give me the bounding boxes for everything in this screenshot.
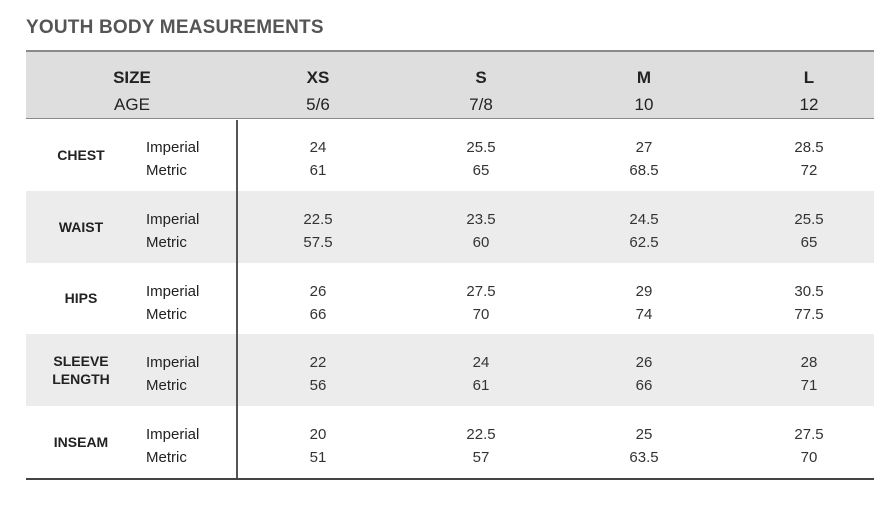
metric-label: Metric: [146, 305, 187, 323]
cell-l: [759, 280, 859, 326]
imperial-value: 26: [635, 354, 653, 372]
imperial-value: 24.5: [629, 210, 659, 228]
imperial-value: 27: [635, 139, 653, 156]
imperial-value: 27.5: [466, 282, 496, 300]
age-value: 12: [799, 95, 819, 114]
size-value: M: [636, 68, 652, 87]
metric-value: 77.5: [794, 305, 824, 323]
metric-value: 63.5: [629, 449, 659, 467]
cell-l: [759, 351, 859, 397]
imperial-label: Imperial: [146, 282, 200, 300]
metric-value: 57.5: [303, 233, 333, 251]
imperial-value: 22.5: [466, 426, 496, 444]
unit-labels: [146, 280, 199, 326]
unit-labels: [146, 208, 199, 254]
imperial-value: 25.5: [466, 139, 496, 156]
imperial-label: Imperial: [146, 210, 200, 228]
age-value: 7/8: [469, 95, 493, 114]
cell-s: [431, 280, 531, 326]
cell-xs: [268, 208, 368, 254]
imperial-value: 24: [472, 354, 490, 372]
table-row-chest: [26, 119, 874, 191]
metric-value: 70: [472, 305, 490, 323]
cell-s: [431, 423, 531, 469]
imperial-value: 28.5: [794, 139, 824, 156]
metric-value: 60: [472, 233, 490, 251]
metric-label: Metric: [146, 162, 187, 179]
cell-m: [594, 280, 694, 326]
size-value: L: [803, 68, 815, 87]
metric-value: 51: [309, 449, 327, 467]
imperial-value: 23.5: [466, 210, 496, 228]
metric-value: 74: [635, 305, 653, 323]
table-row-hips: [26, 263, 874, 335]
page-title: YOUTH BODY MEASUREMENTS: [26, 17, 324, 38]
metric-value: 62.5: [629, 233, 659, 251]
age-value: 5/6: [306, 95, 330, 114]
imperial-label: Imperial: [146, 426, 200, 444]
metric-label: Metric: [146, 449, 187, 467]
metric-value: 65: [472, 162, 490, 179]
imperial-value: 22: [309, 354, 327, 372]
metric-value: 72: [800, 162, 818, 179]
imperial-value: 25.5: [794, 210, 824, 228]
cell-l: [759, 136, 859, 182]
imperial-value: 22.5: [303, 210, 333, 228]
cell-xs: [268, 423, 368, 469]
imperial-value: 27.5: [794, 426, 824, 444]
row-label: CHEST: [57, 146, 105, 163]
metric-value: 66: [635, 377, 653, 395]
metric-value: 56: [309, 377, 327, 395]
cell-s: [431, 351, 531, 397]
size-chart-table: [26, 50, 874, 480]
age-value: 10: [634, 95, 654, 114]
unit-labels: [146, 136, 199, 182]
imperial-value: 24: [309, 139, 327, 156]
header-label-column: [72, 64, 192, 118]
age-label: AGE: [114, 95, 150, 114]
imperial-value: 25: [635, 426, 653, 444]
metric-value: 68.5: [629, 162, 659, 179]
header-col-s: [421, 64, 541, 118]
header-col-xs: [258, 64, 378, 118]
size-value: S: [475, 68, 487, 87]
metric-value: 61: [309, 162, 327, 179]
unit-labels: [146, 423, 199, 469]
metric-value: 57: [472, 449, 490, 467]
table-row-inseam: [26, 406, 874, 478]
row-label: HIPS: [64, 290, 98, 307]
cell-l: [759, 423, 859, 469]
cell-xs: [268, 280, 368, 326]
imperial-value: 30.5: [794, 282, 824, 300]
cell-l: [759, 208, 859, 254]
cell-s: [431, 136, 531, 182]
metric-value: 61: [472, 377, 490, 395]
size-value: XS: [306, 68, 330, 87]
table-row-waist: [26, 191, 874, 263]
imperial-label: Imperial: [146, 354, 200, 372]
imperial-label: Imperial: [146, 139, 200, 156]
unit-labels: [146, 351, 199, 397]
header-col-m: [584, 64, 704, 118]
imperial-value: 26: [309, 282, 327, 300]
imperial-value: 28: [800, 354, 818, 372]
table-header: [26, 52, 874, 119]
row-label: SLEEVE LENGTH: [52, 353, 110, 388]
size-label: SIZE: [113, 68, 151, 87]
header-col-l: [749, 64, 869, 118]
metric-value: 70: [800, 449, 818, 467]
cell-m: [594, 208, 694, 254]
cell-s: [431, 208, 531, 254]
cell-xs: [268, 136, 368, 182]
cell-m: [594, 351, 694, 397]
metric-label: Metric: [146, 233, 187, 251]
cell-m: [594, 136, 694, 182]
metric-value: 71: [800, 377, 818, 395]
cell-m: [594, 423, 694, 469]
cell-xs: [268, 351, 368, 397]
column-divider: [236, 120, 238, 478]
metric-value: 66: [309, 305, 327, 323]
metric-value: 65: [800, 233, 818, 251]
row-label: WAIST: [58, 218, 104, 235]
table-row-sleeve-length: [26, 334, 874, 406]
metric-label: Metric: [146, 377, 187, 395]
imperial-value: 29: [635, 282, 653, 300]
imperial-value: 20: [309, 426, 327, 444]
row-label: INSEAM: [53, 434, 109, 451]
